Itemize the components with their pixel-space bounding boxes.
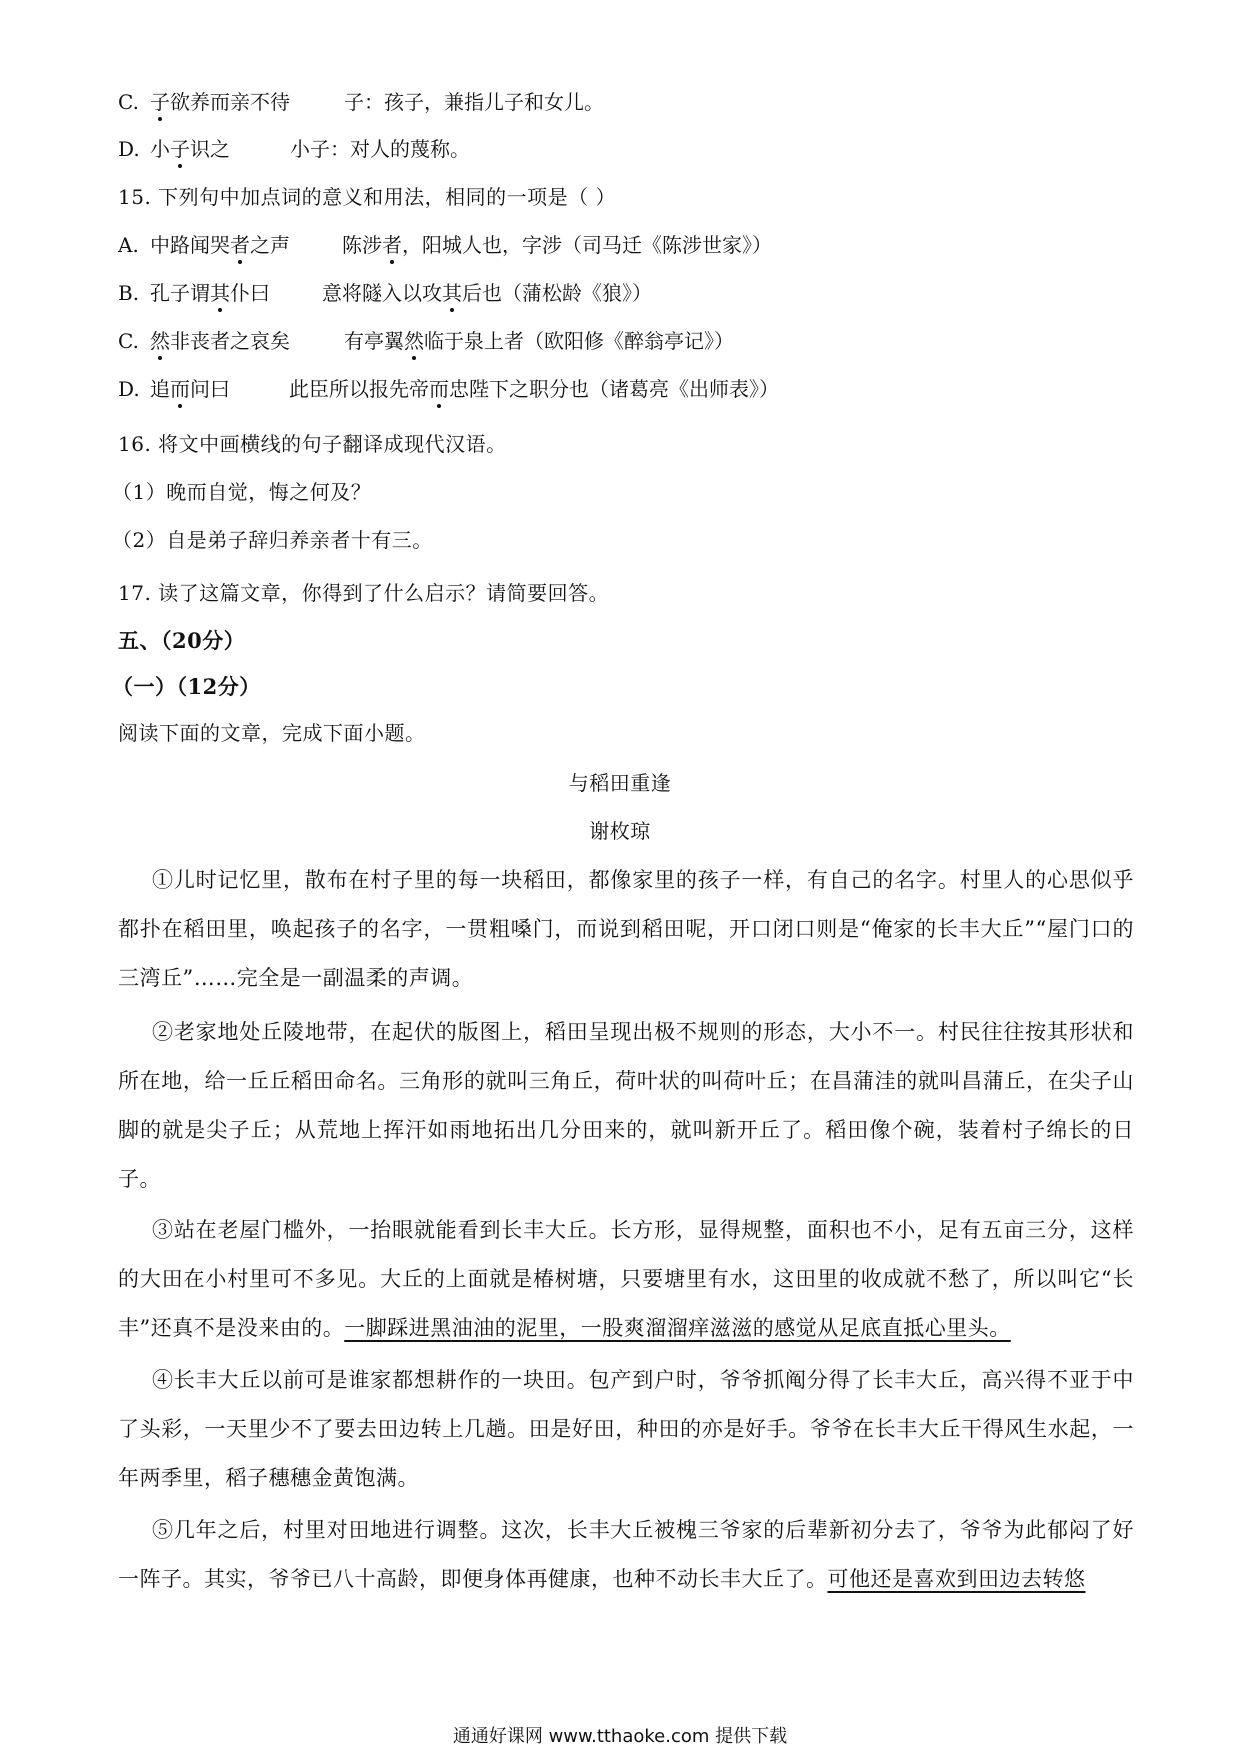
q17-stem: 17. 读了这篇文章，你得到了什么启示？请简要回答。 bbox=[118, 581, 610, 605]
option-letter: B. bbox=[118, 281, 140, 305]
option-sentence-a: 中路闻哭者之声 bbox=[150, 233, 290, 257]
dotted-char: 然 bbox=[404, 329, 424, 353]
article-paragraph-5 bbox=[118, 1506, 1134, 1604]
option-sentence-a: 然非丧者之哀矣 bbox=[150, 329, 290, 353]
q16-sub-1: （1）晚而自觉，悔之何及？ bbox=[112, 480, 372, 504]
q14-option-c bbox=[118, 88, 604, 116]
article-title: 与稻田重逢 bbox=[568, 771, 672, 795]
option-sentence-b: 陈涉者，阳城人也，字涉（司马迁《陈涉世家》） bbox=[342, 233, 772, 257]
q15-stem: 15. 下列句中加点词的意义和用法，相同的一项是（ ） bbox=[118, 185, 617, 209]
option-sentence-b: 此臣所以报先帝而忠陛下之职分也（诸葛亮《出师表》） bbox=[289, 377, 779, 401]
underlined-sentence: 可他还是喜欢到田边去转悠 bbox=[827, 1567, 1086, 1591]
dotted-char: 而 bbox=[429, 377, 449, 401]
dotted-char: 子 bbox=[170, 137, 190, 161]
option-quote: 小子识之 bbox=[150, 137, 230, 161]
option-letter: D. bbox=[118, 137, 140, 161]
article-author: 谢枚琼 bbox=[589, 819, 651, 843]
reading-instruction: 阅读下面的文章，完成下面小题。 bbox=[118, 721, 426, 745]
q16-stem: 16. 将文中画横线的句子翻译成现代汉语。 bbox=[118, 432, 507, 456]
dotted-char: 者 bbox=[382, 233, 402, 257]
option-sentence-a: 追而问曰 bbox=[150, 377, 230, 401]
option-letter: D. bbox=[118, 377, 140, 401]
option-letter: C. bbox=[118, 90, 139, 114]
dotted-char: 者 bbox=[230, 233, 250, 257]
dotted-char: 子 bbox=[150, 90, 170, 114]
article-paragraph-1: ①儿时记忆里，散布在村子里的每一块稻田，都像家里的孩子一样，有自己的名字。村里人的心思似乎都扑在稻田里，唤起孩子的名字，一贯粗嗓门，而说到稻田呢，开口闭口则是“俺家的长丰大丘”“屋门口的三湾丘”……完全是一副温柔的声调。 bbox=[118, 868, 1134, 990]
option-gloss: 子：孩子，兼指儿子和女儿。 bbox=[344, 90, 604, 114]
underlined-sentence: 一脚踩进黑油油的泥里，一股爽溜溜痒滋滋的感觉从足底直抵心里头。 bbox=[344, 1316, 1011, 1340]
option-quote: 子欲养而亲不待 bbox=[150, 90, 290, 114]
q14-option-d bbox=[118, 135, 470, 163]
dotted-char: 其 bbox=[210, 281, 230, 305]
article-paragraph-4: ④长丰大丘以前可是谁家都想耕作的一块田。包产到户时，爷爷抓阄分得了长丰大丘，高兴得不亚于中了头彩，一天里少不了要去田边转上几趟。田是好田，种田的亦是好手。爷爷在长丰大丘干得风生水起，一年两季里，稻子穗穗金黄饱满。 bbox=[118, 1368, 1134, 1490]
article-paragraph-2: ②老家地处丘陵地带，在起伏的版图上，稻田呈现出极不规则的形态，大小不一。村民往往按其形状和所在地，给一丘丘稻田命名。三角形的就叫三角丘，荷叶状的叫荷叶丘；在昌蒲洼的就叫昌蒲丘，在尖子山脚的就是尖子丘；从荒地上挥汗如雨地拓出几分田来的，就叫新开丘了。稻田像个碗，装着村子绵长的日子。 bbox=[118, 1020, 1134, 1191]
q15-option-a bbox=[118, 231, 772, 259]
q15-option-d bbox=[118, 375, 779, 403]
dotted-char: 然 bbox=[150, 329, 170, 353]
dotted-char: 而 bbox=[170, 377, 190, 401]
section-sub-heading: （一）（12分） bbox=[112, 674, 261, 699]
option-gloss: 小子：对人的蔑称。 bbox=[290, 137, 470, 161]
page-footer: 通通好课网 www.tthaoke.com 提供下载 bbox=[452, 1726, 788, 1747]
paragraph-text: ⑤几年之后，村里对田地进行调整。这次，长丰大丘被槐三爷家的后辈新初分去了，爷爷为此郁闷了好一阵子。其实，爷爷已八十高龄，即便身体再健康，也种不动长丰大丘了。 bbox=[118, 1518, 1134, 1591]
dotted-char: 其 bbox=[442, 281, 462, 305]
option-letter: C. bbox=[118, 329, 139, 353]
option-sentence-b: 意将隧入以攻其后也（蒲松龄《狼》） bbox=[322, 281, 652, 305]
article-paragraph-3 bbox=[118, 1206, 1134, 1353]
option-letter: A. bbox=[118, 233, 139, 257]
q15-option-b bbox=[118, 279, 652, 307]
section-heading: 五、（20分） bbox=[118, 628, 246, 653]
q16-sub-2: （2）自是弟子辞归养亲者十有三。 bbox=[112, 528, 433, 552]
option-sentence-a: 孔子谓其仆曰 bbox=[150, 281, 270, 305]
paragraph-text: ③站在老屋门槛外，一抬眼就能看到长丰大丘。长方形，显得规整，面积也不小，足有五亩三分，这样的大田在小村里可不多见。大丘的上面就是椿树塘，只要塘里有水，这田里的收成就不愁了，所以叫它“长丰”还真不是没来由的。 bbox=[118, 1218, 1134, 1340]
q15-option-c bbox=[118, 327, 734, 355]
option-sentence-b: 有亭翼然临于泉上者（欧阳修《醉翁亭记》） bbox=[344, 329, 734, 353]
